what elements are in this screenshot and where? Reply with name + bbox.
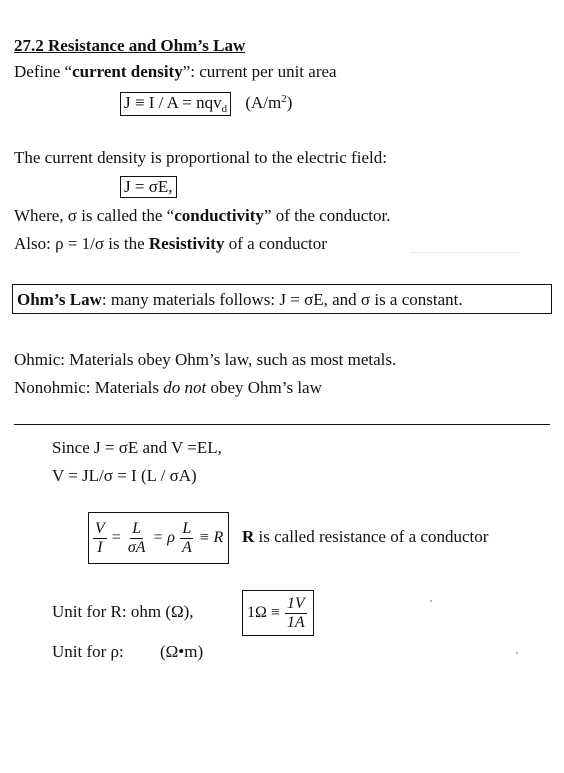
proportional-text: The current density is proportional to the electric field:: [14, 148, 387, 167]
resistance-equation-box: $\frac{V}{I}$ = $\frac{L}{\sigma A}$ = ρ $\frac{L}{A}$ ≡ R: [88, 512, 229, 564]
conductivity-formula: J = σE,: [120, 176, 177, 198]
resistivity-term: Resistivity: [148, 234, 225, 253]
conductivity-formula-row: [120, 176, 177, 198]
where-line: Where, σ is called the “conductivity” of the conductor.: [14, 206, 391, 225]
conductivity-term: conductivity: [174, 206, 264, 225]
unit-rho-value: (Ω•m): [160, 642, 204, 661]
scan-noise-dot: [516, 652, 518, 654]
define-line: [14, 62, 337, 82]
resistance-symbol: R: [242, 527, 255, 546]
also-line: Also: ρ = 1/σ is the Resistivity of a conductor: [14, 234, 327, 253]
ohms-law-statement: Ohm’s Law: many materials follows: J = σE, and σ is a constant.: [17, 290, 463, 309]
l-over-a-fraction: $\frac{L}{A}$: [181, 519, 192, 556]
current-density-formula-row: [120, 92, 292, 116]
section-divider: [14, 424, 550, 425]
scan-noise-dot: [430, 600, 432, 602]
nonohmic-line: Nonohmic: Materials do not obey Ohm’s law: [14, 378, 322, 397]
ohm-definition-lhs: 1Ω ≡: [247, 604, 280, 621]
scan-noise: [410, 252, 520, 253]
ohm-definition-box: [242, 590, 314, 636]
v-over-i-fraction: $\frac{V}{I}$: [95, 519, 105, 556]
current-density-formula: J ≡ I / A = nqv: [124, 93, 222, 112]
define-suffix: ”: current per unit area: [182, 62, 337, 81]
define-prefix: Define “: [14, 62, 73, 81]
current-density-formula-box: [120, 92, 231, 116]
drift-subscript: d: [221, 103, 228, 115]
derivation-line-1: Since J = σE and V =EL,: [52, 438, 222, 457]
ohms-law-box: [12, 284, 552, 314]
ohmic-line: Ohmic: Materials obey Ohm’s law, such as most metals.: [14, 350, 397, 369]
resistance-description: R is called resistance of a conductor: [242, 527, 489, 546]
section-title: 27.2 Resistance and Ohm’s Law: [14, 36, 246, 55]
current-density-units: $(A/m^2)$: [245, 93, 293, 112]
l-over-sigma-a-fraction: $\frac{L}{\sigma A}$: [127, 519, 146, 556]
do-not-emphasis: do not: [163, 378, 207, 397]
define-term: current density: [72, 62, 183, 81]
volt-over-amp-fraction: $\frac{1V}{1A}$: [286, 594, 305, 631]
ohms-law-term: Ohm’s Law: [17, 290, 102, 309]
derivation-line-2: V = JL/σ = I (L / σA): [52, 466, 197, 485]
unit-r-label: Unit for R: ohm (Ω),: [52, 602, 194, 621]
unit-rho-label: Unit for ρ:: [52, 642, 124, 661]
